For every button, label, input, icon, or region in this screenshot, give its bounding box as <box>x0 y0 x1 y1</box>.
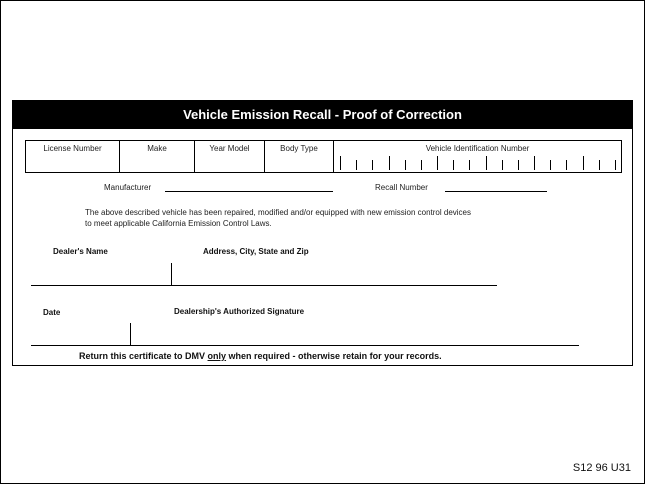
license-number-cell[interactable] <box>26 141 120 172</box>
signature-label: Dealership's Authorized Signature <box>174 307 305 316</box>
recall-number-field[interactable] <box>445 191 547 192</box>
manufacturer-label: Manufacturer <box>104 183 152 192</box>
compliance-statement <box>85 207 565 229</box>
vin-box-divider <box>599 160 600 170</box>
date-signature-field[interactable] <box>31 345 579 346</box>
vin-label: Vehicle Identification Number <box>425 144 530 153</box>
body-type-cell[interactable] <box>265 141 334 172</box>
return-note-emphasis: only <box>207 351 227 361</box>
vin-box-divider <box>550 160 551 170</box>
form-title: Vehicle Emission Recall - Proof of Correction <box>13 101 632 129</box>
vin-box-divider <box>534 156 535 170</box>
vehicle-info-table <box>25 140 622 173</box>
vin-box-divider <box>486 156 487 170</box>
date-label: Date <box>43 308 61 317</box>
manufacturer-field[interactable] <box>165 191 333 192</box>
dealer-name-label: Dealer's Name <box>53 247 108 256</box>
recall-number-label: Recall Number <box>375 183 428 192</box>
license-number-label: License Number <box>43 144 102 153</box>
body-type-label: Body Type <box>280 144 318 153</box>
dealer-address-divider <box>171 263 172 285</box>
vin-box-divider <box>615 160 616 170</box>
vin-box-divider <box>518 160 519 170</box>
make-label: Make <box>147 144 167 153</box>
vin-box-divider <box>356 160 357 170</box>
vin-box-divider <box>389 156 390 170</box>
address-label: Address, City, State and Zip <box>203 247 309 256</box>
figure-code: S12 96 U31 <box>572 462 631 474</box>
year-model-label: Year Model <box>209 144 250 153</box>
return-note-start: Return this certificate to DMV <box>79 351 208 361</box>
statement-line-2: to meet applicable California Emission Control Laws. <box>85 219 272 228</box>
vin-box-divider <box>583 156 584 170</box>
vin-box-divider <box>340 156 341 170</box>
year-model-cell[interactable] <box>195 141 265 172</box>
vin-box-divider <box>421 160 422 170</box>
date-signature-divider <box>130 323 131 345</box>
vin-box-divider <box>566 160 567 170</box>
vin-box-divider <box>469 160 470 170</box>
statement-line-1: The above described vehicle has been repaired, modified and/or equipped with new emission control devices <box>85 208 472 217</box>
proof-of-correction-form <box>12 100 633 366</box>
vin-character-boxes <box>340 156 615 170</box>
make-cell[interactable] <box>120 141 195 172</box>
return-instructions <box>79 351 442 361</box>
vin-cell[interactable] <box>334 141 621 172</box>
vin-box-divider <box>372 160 373 170</box>
vin-box-divider <box>437 156 438 170</box>
dealer-address-field[interactable] <box>31 285 497 286</box>
vin-box-divider <box>405 160 406 170</box>
vin-box-divider <box>502 160 503 170</box>
vin-box-divider <box>453 160 454 170</box>
return-note-end: when required - otherwise retain for your records. <box>226 351 442 361</box>
